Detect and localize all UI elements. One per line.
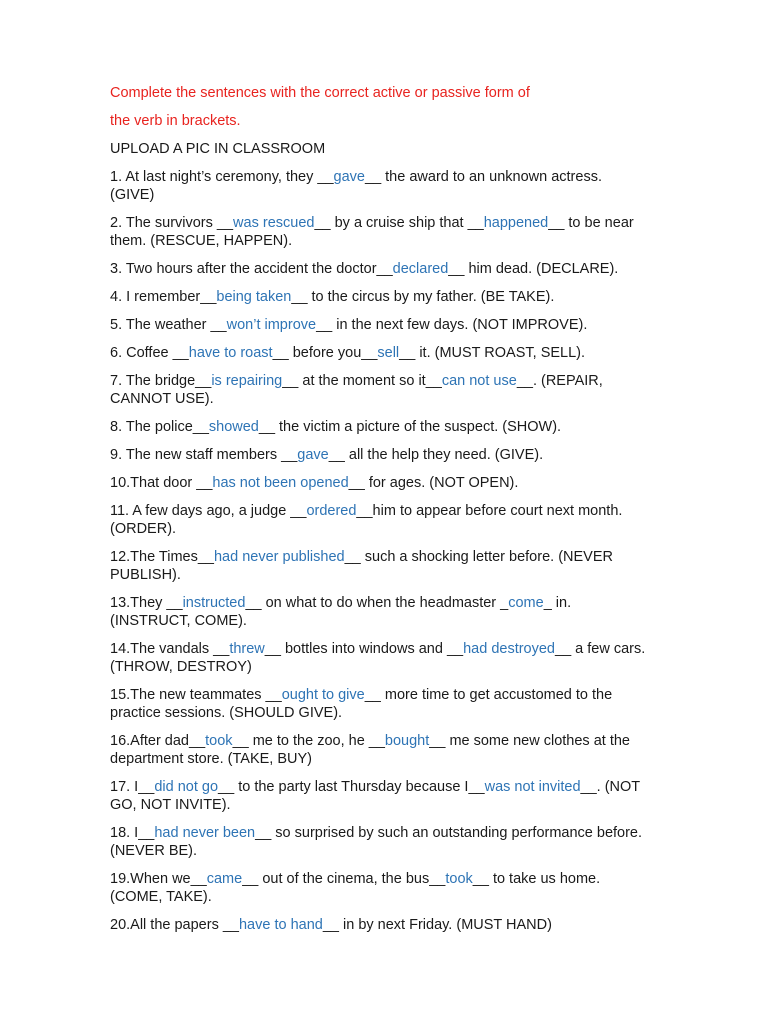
sentence-text: 18. I__ bbox=[110, 825, 155, 841]
exercise-item bbox=[110, 372, 650, 408]
sentence-text: 16.After dad__ bbox=[110, 733, 206, 749]
sentence-text: __ to the circus by my father. (BE TAKE). bbox=[291, 289, 555, 305]
sentence-text: __him to appear before court next month. (ORDER). bbox=[110, 503, 623, 537]
sentence-text: 7. The bridge__ bbox=[110, 373, 212, 389]
answer-text: can not use bbox=[441, 373, 517, 389]
exercise-item bbox=[110, 640, 650, 676]
answer-text: was not invited bbox=[484, 779, 581, 795]
sentence-text: __ in the next few days. (NOT IMPROVE). bbox=[316, 317, 588, 333]
sentence-text: 15.The new teammates __ bbox=[110, 687, 282, 703]
answer-text: bought bbox=[384, 733, 430, 749]
instruction-line-1: Complete the sentences with the correct active or passive form of bbox=[110, 85, 530, 101]
answer-text: sell bbox=[377, 345, 400, 361]
sentence-text: _ in. (INSTRUCT, COME). bbox=[110, 595, 572, 629]
sentence-text: 13.They __ bbox=[110, 595, 183, 611]
answer-text: declared bbox=[392, 261, 449, 277]
exercise-item bbox=[110, 474, 650, 492]
answer-text: come bbox=[508, 595, 544, 611]
exercise-item bbox=[110, 288, 650, 306]
sentence-text: __ bottles into windows and __ bbox=[264, 641, 464, 657]
sentence-text: __ me some new clothes at the department store. (TAKE, BUY) bbox=[110, 733, 630, 767]
exercise-item bbox=[110, 732, 650, 768]
sentence-text: __ so surprised by such an outstanding performance before. (NEVER BE). bbox=[110, 825, 643, 859]
answer-text: being taken bbox=[216, 289, 292, 305]
answer-text: is repairing bbox=[211, 373, 283, 389]
sentence-text: __ it. (MUST ROAST, SELL). bbox=[399, 345, 586, 361]
answer-text: gave bbox=[297, 447, 329, 463]
sentence-text: __ me to the zoo, he __ bbox=[232, 733, 385, 749]
answer-text: have to hand bbox=[238, 917, 323, 933]
answer-text: came bbox=[206, 871, 243, 887]
sentence-text: 5. The weather __ bbox=[110, 317, 227, 333]
sentence-text: 20.All the papers __ bbox=[110, 917, 239, 933]
sentence-text: __ before you__ bbox=[272, 345, 378, 361]
exercise-item bbox=[110, 870, 650, 906]
exercise-item bbox=[110, 778, 650, 814]
answer-text: have to roast bbox=[188, 345, 273, 361]
sentence-text: __ at the moment so it__ bbox=[282, 373, 442, 389]
answer-text: won’t improve bbox=[226, 317, 317, 333]
answer-text: took bbox=[445, 871, 473, 887]
answer-text: ought to give bbox=[281, 687, 365, 703]
sentence-text: __ all the help they need. (GIVE). bbox=[328, 447, 544, 463]
answer-text: has not been opened bbox=[212, 475, 349, 491]
exercise-item bbox=[110, 824, 650, 860]
sentence-text: __ on what to do when the headmaster _ bbox=[245, 595, 509, 611]
sentence-text: __ out of the cinema, the bus__ bbox=[242, 871, 446, 887]
exercise-item bbox=[110, 686, 650, 722]
sentence-text: __. (NOT GO, NOT INVITE). bbox=[110, 779, 640, 813]
exercise-item bbox=[110, 446, 650, 464]
sentence-text: __ to be near them. (RESCUE, HAPPEN). bbox=[110, 215, 634, 249]
instruction-line-2: the verb in brackets. bbox=[110, 113, 241, 129]
sentence-text: __ more time to get accustomed to the practice sessions. (SHOULD GIVE). bbox=[110, 687, 613, 721]
exercise-item bbox=[110, 548, 650, 584]
answer-text: ordered bbox=[306, 503, 357, 519]
exercise-item bbox=[110, 168, 650, 204]
sentence-text: 1. At last night’s ceremony, they __ bbox=[110, 169, 334, 185]
exercise-item bbox=[110, 214, 650, 250]
answer-text: was rescued bbox=[233, 215, 315, 231]
answer-text: took bbox=[205, 733, 233, 749]
sentence-text: 9. The new staff members __ bbox=[110, 447, 298, 463]
sentence-text: __ by a cruise ship that __ bbox=[314, 215, 484, 231]
exercise-item bbox=[110, 260, 650, 278]
answer-text: showed bbox=[208, 419, 259, 435]
sentence-text: 8. The police__ bbox=[110, 419, 209, 435]
answer-text: had never published bbox=[213, 549, 345, 565]
sentence-text: __ for ages. (NOT OPEN). bbox=[348, 475, 519, 491]
sentence-text: __ in by next Friday. (MUST HAND) bbox=[322, 917, 552, 933]
sentence-text: __ the victim a picture of the suspect. (SHOW). bbox=[258, 419, 562, 435]
exercise-item bbox=[110, 344, 650, 362]
exercise-list bbox=[110, 168, 650, 934]
exercise-item bbox=[110, 316, 650, 334]
exercise-item bbox=[110, 594, 650, 630]
sentence-text: 4. I remember__ bbox=[110, 289, 217, 305]
answer-text: did not go bbox=[154, 779, 219, 795]
exercise-item bbox=[110, 502, 650, 538]
sentence-text: 19.When we__ bbox=[110, 871, 207, 887]
answer-text: had never been bbox=[154, 825, 256, 841]
sentence-text: 11. A few days ago, a judge __ bbox=[110, 503, 307, 519]
sentence-text: 17. I__ bbox=[110, 779, 155, 795]
exercise-item bbox=[110, 418, 650, 436]
sentence-text: __ such a shocking letter before. (NEVER PUBLISH). bbox=[110, 549, 613, 583]
sentence-text: __. (REPAIR, CANNOT USE). bbox=[110, 373, 603, 407]
sentence-text: 6. Coffee __ bbox=[110, 345, 189, 361]
sentence-text: 3. Two hours after the accident the doctor__ bbox=[110, 261, 393, 277]
sentence-text: 2. The survivors __ bbox=[110, 215, 234, 231]
answer-text: gave bbox=[333, 169, 365, 185]
sentence-text: __ to take us home. (COME, TAKE). bbox=[110, 871, 601, 905]
upload-note: UPLOAD A PIC IN CLASSROOM bbox=[110, 141, 326, 157]
sentence-text: __ the award to an unknown actress. (GIVE) bbox=[110, 169, 602, 203]
answer-text: threw bbox=[229, 641, 265, 657]
sentence-text: __ to the party last Thursday because I__ bbox=[218, 779, 485, 795]
sentence-text: 12.The Times__ bbox=[110, 549, 214, 565]
answer-text: happened bbox=[483, 215, 549, 231]
exercise-item bbox=[110, 916, 650, 934]
answer-text: had destroyed bbox=[463, 641, 555, 657]
sentence-text: __ a few cars. (THROW, DESTROY) bbox=[110, 641, 646, 675]
worksheet bbox=[110, 84, 650, 944]
answer-text: instructed bbox=[182, 595, 246, 611]
sentence-text: 10.That door __ bbox=[110, 475, 213, 491]
sentence-text: __ him dead. (DECLARE). bbox=[448, 261, 619, 277]
sentence-text: 14.The vandals __ bbox=[110, 641, 230, 657]
